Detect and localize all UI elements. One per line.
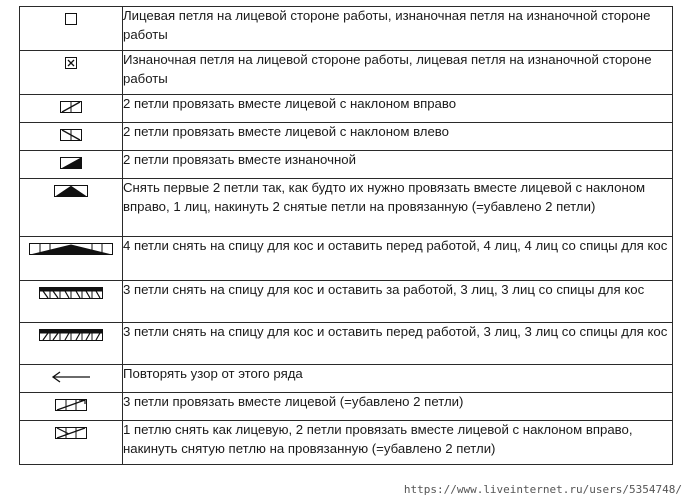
k2tog-left-icon [60,129,82,141]
row-description: Изнаночная петля на лицевой стороне работы, лицевая петля на изнаночной стороне работы [123,51,673,95]
legend-row [20,323,673,365]
legend-row [20,123,673,151]
crossed-square-icon [65,57,77,69]
source-url: https://www.liveinternet.ru/users/5354748/ [403,483,682,496]
cable-4-front-icon [29,243,113,255]
legend-row [20,365,673,393]
cable-3-back-icon [39,287,103,299]
symbol-cell [20,237,123,281]
empty-square-icon [65,13,77,25]
legend-row [20,393,673,421]
symbol-cell [20,421,123,465]
legend-row [20,281,673,323]
symbol-cell [20,151,123,179]
symbol-cell [20,7,123,51]
symbol-cell [20,51,123,95]
symbol-cell [20,123,123,151]
sk2p-variant-icon [55,427,87,439]
sk2p-triangle-icon [54,185,88,197]
symbol-cell [20,323,123,365]
k2tog-right-icon [60,101,82,113]
symbol-cell [20,393,123,421]
legend-row [20,237,673,281]
k3tog-icon [55,399,87,411]
arrow-left-icon [51,371,91,383]
p2tog-icon [60,157,82,169]
row-description: Лицевая петля на лицевой стороне работы, изнаночная петля на изнаночной стороне работы [123,7,673,51]
symbol-cell [20,281,123,323]
legend-row [20,51,673,95]
legend-row [20,421,673,465]
legend-row [20,179,673,237]
legend-row [20,7,673,51]
row-description: 3 петли снять на спицу для кос и оставить перед работой, 3 лиц, 3 лиц со спицы для кос [123,323,673,365]
row-description: 3 петли снять на спицу для кос и оставить за работой, 3 лиц, 3 лиц со спицы для кос [123,281,673,323]
symbol-cell [20,95,123,123]
row-description: Повторять узор от этого ряда [123,365,673,393]
cable-3-front-icon [39,329,103,341]
row-description: 3 петли провязать вместе лицевой (=убавлено 2 петли) [123,393,673,421]
legend-row [20,151,673,179]
knitting-symbols-legend [19,6,673,465]
row-description: Снять первые 2 петли так, как будто их нужно провязать вместе лицевой с наклоном вправо, 1 лиц, накинуть 2 снятые петли на провязанную (=убавлено 2 петли) [123,179,673,237]
row-description: 4 петли снять на спицу для кос и оставить перед работой, 4 лиц, 4 лиц со спицы для кос [123,237,673,281]
legend-row [20,95,673,123]
symbol-cell [20,179,123,237]
row-description: 2 петли провязать вместе лицевой с наклоном влево [123,123,673,151]
symbol-cell [20,365,123,393]
row-description: 1 петлю снять как лицевую, 2 петли провязать вместе лицевой с наклоном вправо, накинуть снятую петлю на провязанную (=убавлено 2 петли) [123,421,673,465]
row-description: 2 петли провязать вместе изнаночной [123,151,673,179]
row-description: 2 петли провязать вместе лицевой с наклоном вправо [123,95,673,123]
